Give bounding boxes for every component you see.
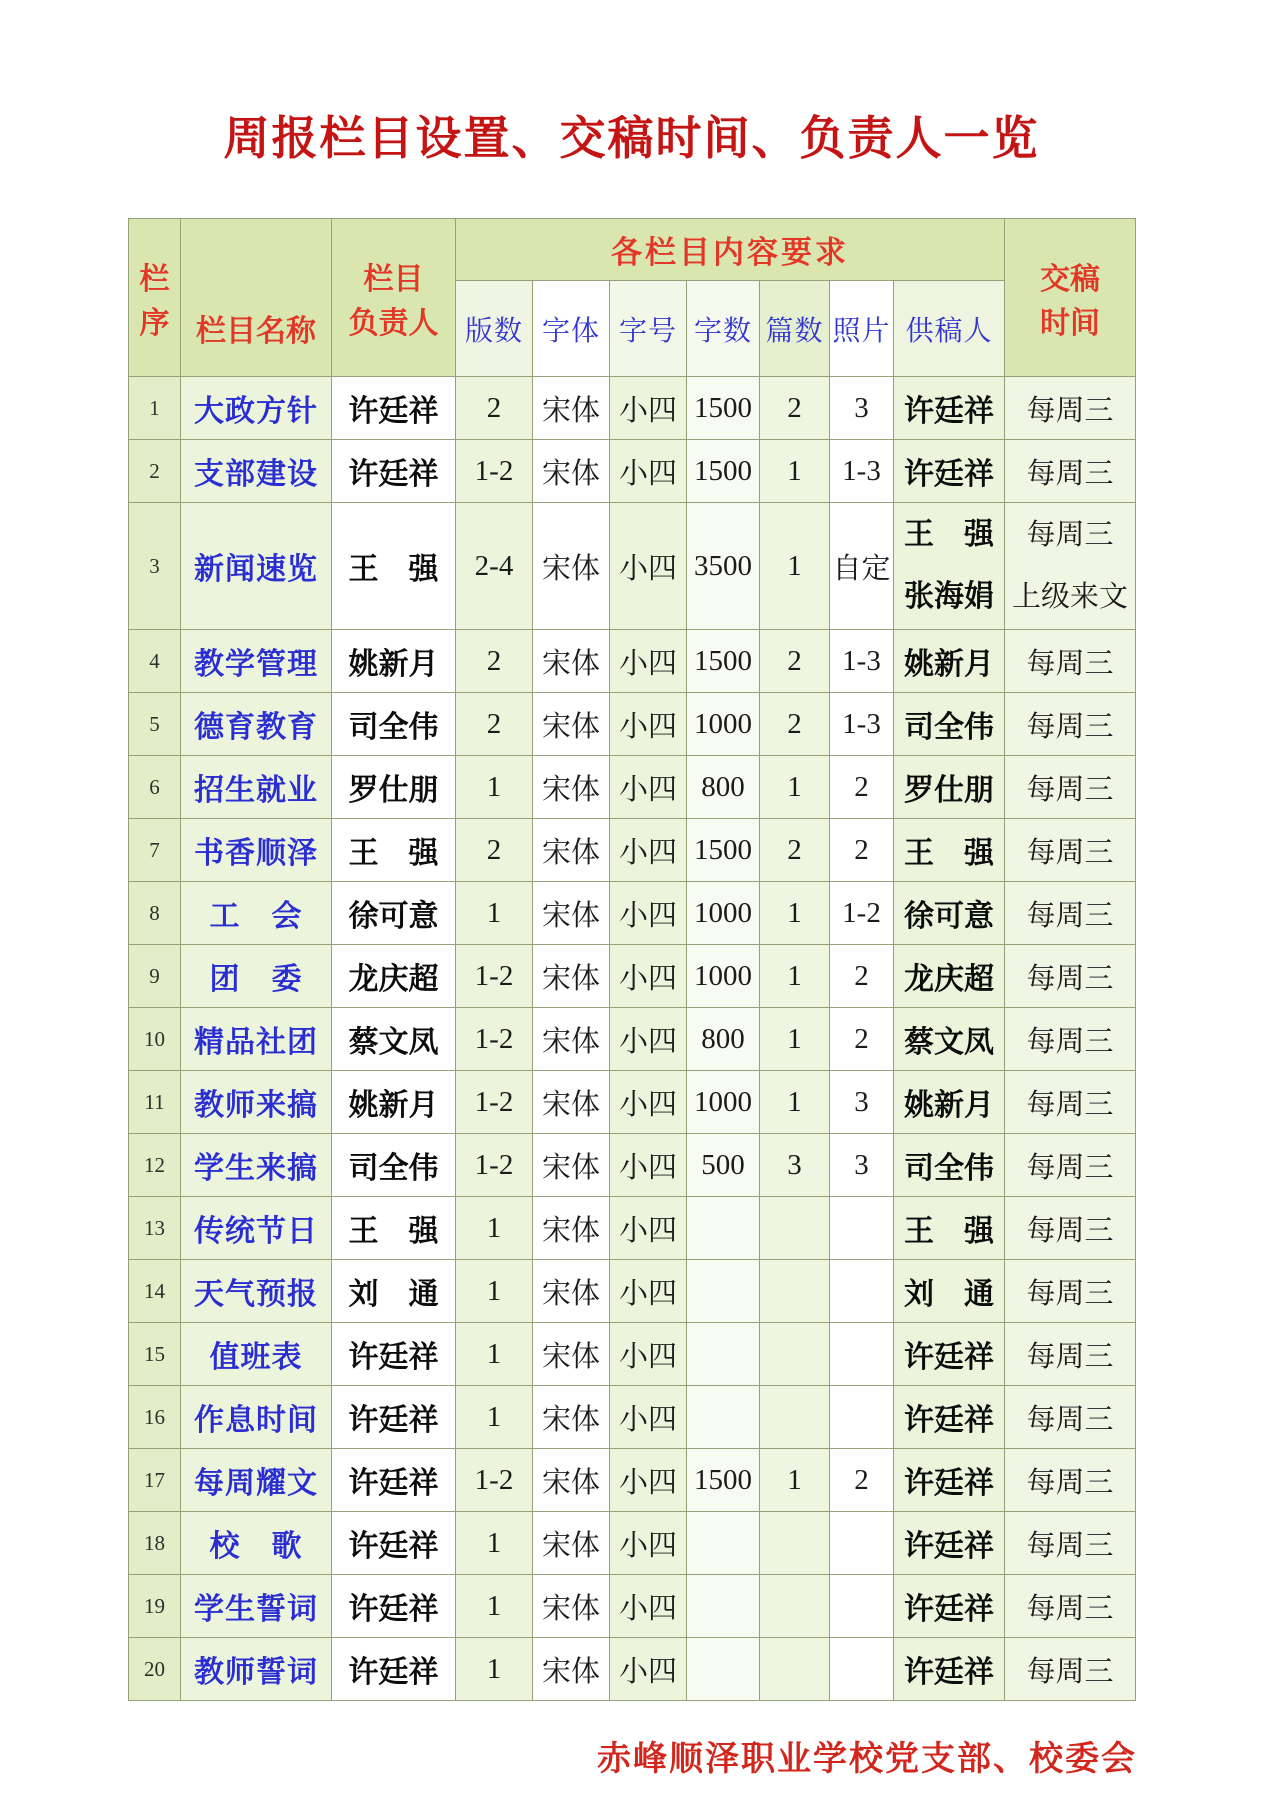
cell-no: 11	[129, 1071, 181, 1134]
cell-lead: 徐可意	[332, 882, 456, 945]
cell-no: 18	[129, 1512, 181, 1575]
cell-deadline: 每周三	[1005, 1575, 1136, 1638]
cell-name: 新闻速览	[181, 503, 332, 630]
cell-font: 宋体	[533, 1575, 610, 1638]
cell-pages: 1-2	[456, 945, 533, 1008]
cell-no: 2	[129, 440, 181, 503]
cell-articles: 2	[760, 693, 830, 756]
cell-photos: 3	[830, 377, 894, 440]
cell-name: 校 歌	[181, 1512, 332, 1575]
cell-contributor: 姚新月	[894, 630, 1005, 693]
cell-words: 3500	[687, 503, 760, 630]
cell-lead: 许廷祥	[332, 1638, 456, 1701]
cell-articles	[760, 1512, 830, 1575]
cell-size: 小四	[610, 945, 687, 1008]
column-order-header	[129, 219, 181, 377]
cell-size: 小四	[610, 1638, 687, 1701]
cell-pages: 1-2	[456, 1134, 533, 1197]
cell-deadline: 每周三	[1005, 1134, 1136, 1197]
cell-contributor: 许廷祥	[894, 1575, 1005, 1638]
cell-articles	[760, 1197, 830, 1260]
cell-contributor: 姚新月	[894, 1071, 1005, 1134]
cell-photos: 1-3	[830, 630, 894, 693]
cell-photos: 2	[830, 945, 894, 1008]
sub-header-size: 字号	[610, 281, 687, 377]
cell-deadline: 每周三	[1005, 1008, 1136, 1071]
cell-font: 宋体	[533, 1197, 610, 1260]
cell-pages: 1	[456, 882, 533, 945]
cell-no: 8	[129, 882, 181, 945]
cell-font: 宋体	[533, 882, 610, 945]
cell-words	[687, 1575, 760, 1638]
cell-size: 小四	[610, 1260, 687, 1323]
cell-name: 作息时间	[181, 1386, 332, 1449]
cell-font: 宋体	[533, 1449, 610, 1512]
cell-name: 大政方针	[181, 377, 332, 440]
cell-deadline: 每周三	[1005, 819, 1136, 882]
table-row	[129, 1071, 1136, 1134]
cell-name: 德育教育	[181, 693, 332, 756]
cell-photos: 自定	[830, 503, 894, 630]
cell-no: 19	[129, 1575, 181, 1638]
cell-lead: 许廷祥	[332, 440, 456, 503]
cell-deadline: 每周三	[1005, 882, 1136, 945]
table-body	[129, 377, 1136, 1701]
cell-pages: 1	[456, 1386, 533, 1449]
cell-pages: 2	[456, 377, 533, 440]
column-name-header: 栏目名称	[181, 219, 332, 377]
cell-no: 13	[129, 1197, 181, 1260]
cell-contributor: 许廷祥	[894, 1386, 1005, 1449]
cell-deadline: 每周三	[1005, 1386, 1136, 1449]
cell-name: 精品社团	[181, 1008, 332, 1071]
deadline-line2: 时间	[1040, 305, 1101, 341]
table-row	[129, 1512, 1136, 1575]
cell-lead: 蔡文凤	[332, 1008, 456, 1071]
cell-lead: 许廷祥	[332, 1575, 456, 1638]
cell-font: 宋体	[533, 1260, 610, 1323]
cell-size: 小四	[610, 1386, 687, 1449]
cell-words: 1000	[687, 1071, 760, 1134]
content-requirements-header: 各栏目内容要求	[456, 219, 1005, 281]
cell-name: 教师誓词	[181, 1638, 332, 1701]
cell-name: 教学管理	[181, 630, 332, 693]
cell-size: 小四	[610, 377, 687, 440]
cell-pages: 1	[456, 1197, 533, 1260]
table-row	[129, 630, 1136, 693]
cell-lead: 罗仕朋	[332, 756, 456, 819]
cell-pages: 1-2	[456, 1449, 533, 1512]
cell-words	[687, 1638, 760, 1701]
cell-contributor: 许廷祥	[894, 440, 1005, 503]
sub-header-words: 字数	[687, 281, 760, 377]
cell-contributor: 许廷祥	[894, 1323, 1005, 1386]
cell-articles: 1	[760, 756, 830, 819]
cell-name: 教师来搞	[181, 1071, 332, 1134]
cell-font: 宋体	[533, 756, 610, 819]
cell-articles	[760, 1323, 830, 1386]
cell-pages: 1-2	[456, 1008, 533, 1071]
table-row	[129, 1638, 1136, 1701]
column-lead-header-text	[332, 254, 455, 342]
cell-words: 800	[687, 756, 760, 819]
cell-words: 1500	[687, 630, 760, 693]
cell-size: 小四	[610, 819, 687, 882]
cell-no: 7	[129, 819, 181, 882]
cell-deadline: 每周三	[1005, 440, 1136, 503]
cell-no: 1	[129, 377, 181, 440]
cell-photos: 1-3	[830, 440, 894, 503]
cell-words	[687, 1323, 760, 1386]
cell-words: 1500	[687, 1449, 760, 1512]
table-row	[129, 693, 1136, 756]
cell-words: 1000	[687, 945, 760, 1008]
deadline-line1: 交稿	[1040, 261, 1101, 297]
table-row	[129, 756, 1136, 819]
cell-font: 宋体	[533, 1134, 610, 1197]
cell-size: 小四	[610, 1008, 687, 1071]
sub-header-pages: 版数	[456, 281, 533, 377]
cell-contributor-line1: 王 强	[904, 517, 994, 552]
cell-articles: 1	[760, 1008, 830, 1071]
cell-name: 学生誓词	[181, 1575, 332, 1638]
cell-contributor: 罗仕朋	[894, 756, 1005, 819]
cell-size: 小四	[610, 630, 687, 693]
cell-lead: 姚新月	[332, 630, 456, 693]
cell-pages: 2	[456, 693, 533, 756]
sub-header-font: 字体	[533, 281, 610, 377]
cell-photos: 1-2	[830, 882, 894, 945]
cell-photos	[830, 1575, 894, 1638]
cell-pages: 1	[456, 1260, 533, 1323]
cell-name: 天气预报	[181, 1260, 332, 1323]
table-row	[129, 1197, 1136, 1260]
cell-font: 宋体	[533, 1512, 610, 1575]
cell-name: 传统节日	[181, 1197, 332, 1260]
cell-articles	[760, 1575, 830, 1638]
table-row	[129, 882, 1136, 945]
footer-signature: 赤峰顺泽职业学校党支部、校委会	[597, 1739, 1137, 1779]
cell-lead: 许廷祥	[332, 1512, 456, 1575]
table-row	[129, 1008, 1136, 1071]
cell-size: 小四	[610, 1197, 687, 1260]
table-row	[129, 1323, 1136, 1386]
cell-no: 10	[129, 1008, 181, 1071]
cell-font: 宋体	[533, 1638, 610, 1701]
cell-pages: 1	[456, 1575, 533, 1638]
deadline-header-text	[1005, 254, 1135, 342]
cell-photos: 2	[830, 756, 894, 819]
cell-no: 4	[129, 630, 181, 693]
cell-lead: 王 强	[332, 819, 456, 882]
table-row	[129, 1134, 1136, 1197]
cell-name: 招生就业	[181, 756, 332, 819]
cell-articles: 1	[760, 1071, 830, 1134]
weekly-report-table	[128, 218, 1136, 1701]
cell-words: 1500	[687, 819, 760, 882]
cell-contributor: 王 强	[894, 1197, 1005, 1260]
cell-pages: 2	[456, 630, 533, 693]
table-row	[129, 503, 1136, 630]
table-row	[129, 440, 1136, 503]
table-row	[129, 945, 1136, 1008]
cell-deadline: 每周三	[1005, 1323, 1136, 1386]
cell-contributor: 许廷祥	[894, 1512, 1005, 1575]
cell-articles	[760, 1638, 830, 1701]
table-row	[129, 1575, 1136, 1638]
cell-name: 团 委	[181, 945, 332, 1008]
table-header	[129, 219, 1136, 377]
cell-words	[687, 1260, 760, 1323]
cell-words	[687, 1197, 760, 1260]
cell-words: 1500	[687, 440, 760, 503]
cell-deadline: 每周三	[1005, 693, 1136, 756]
cell-font: 宋体	[533, 819, 610, 882]
cell-lead: 王 强	[332, 503, 456, 630]
cell-font: 宋体	[533, 693, 610, 756]
cell-no: 15	[129, 1323, 181, 1386]
cell-no: 20	[129, 1638, 181, 1701]
column-order-line1: 栏	[139, 261, 170, 297]
cell-lead: 司全伟	[332, 1134, 456, 1197]
cell-lead: 王 强	[332, 1197, 456, 1260]
cell-lead: 司全伟	[332, 693, 456, 756]
table-row	[129, 819, 1136, 882]
cell-lead: 许廷祥	[332, 1386, 456, 1449]
column-order-line2: 序	[139, 305, 170, 341]
deadline-header	[1005, 219, 1136, 377]
cell-photos	[830, 1260, 894, 1323]
cell-size: 小四	[610, 1071, 687, 1134]
cell-articles: 1	[760, 503, 830, 630]
cell-photos	[830, 1323, 894, 1386]
cell-pages: 1	[456, 756, 533, 819]
cell-deadline: 每周三	[1005, 1512, 1136, 1575]
cell-size: 小四	[610, 1323, 687, 1386]
sub-header-photos: 照片	[830, 281, 894, 377]
cell-articles	[760, 1386, 830, 1449]
cell-articles: 1	[760, 882, 830, 945]
cell-photos	[830, 1197, 894, 1260]
column-lead-line2: 负责人	[348, 305, 439, 341]
cell-no: 6	[129, 756, 181, 819]
cell-photos: 3	[830, 1134, 894, 1197]
cell-photos: 1-3	[830, 693, 894, 756]
cell-lead: 姚新月	[332, 1071, 456, 1134]
cell-pages: 1-2	[456, 1071, 533, 1134]
cell-size: 小四	[610, 1575, 687, 1638]
cell-articles	[760, 1260, 830, 1323]
cell-size: 小四	[610, 756, 687, 819]
cell-deadline: 每周三	[1005, 1260, 1136, 1323]
cell-no: 3	[129, 503, 181, 630]
cell-no: 14	[129, 1260, 181, 1323]
table-row	[129, 1386, 1136, 1449]
cell-photos	[830, 1638, 894, 1701]
cell-deadline: 每周三	[1005, 1449, 1136, 1512]
cell-font: 宋体	[533, 1071, 610, 1134]
cell-contributor: 许廷祥	[894, 1449, 1005, 1512]
cell-lead: 许廷祥	[332, 1449, 456, 1512]
cell-words: 800	[687, 1008, 760, 1071]
cell-name: 书香顺泽	[181, 819, 332, 882]
cell-words	[687, 1386, 760, 1449]
cell-contributor	[894, 503, 1005, 630]
page-title: 周报栏目设置、交稿时间、负责人一览	[223, 111, 1040, 165]
cell-lead: 许廷祥	[332, 377, 456, 440]
cell-deadline	[1005, 503, 1136, 630]
cell-deadline: 每周三	[1005, 630, 1136, 693]
cell-deadline: 每周三	[1005, 1071, 1136, 1134]
cell-font: 宋体	[533, 440, 610, 503]
column-lead-line1: 栏目	[363, 261, 424, 297]
cell-size: 小四	[610, 1134, 687, 1197]
cell-size: 小四	[610, 1449, 687, 1512]
cell-deadline: 每周三	[1005, 1638, 1136, 1701]
cell-photos	[830, 1386, 894, 1449]
cell-contributor: 蔡文凤	[894, 1008, 1005, 1071]
cell-contributor: 许廷祥	[894, 377, 1005, 440]
cell-font: 宋体	[533, 377, 610, 440]
cell-pages: 1	[456, 1323, 533, 1386]
cell-font: 宋体	[533, 630, 610, 693]
cell-name: 每周耀文	[181, 1449, 332, 1512]
column-lead-header	[332, 219, 456, 377]
cell-words	[687, 1512, 760, 1575]
cell-articles: 1	[760, 945, 830, 1008]
cell-articles: 2	[760, 819, 830, 882]
cell-deadline: 每周三	[1005, 1197, 1136, 1260]
cell-size: 小四	[610, 440, 687, 503]
cell-photos: 2	[830, 1449, 894, 1512]
cell-font: 宋体	[533, 1008, 610, 1071]
cell-no: 9	[129, 945, 181, 1008]
cell-deadline-line1: 每周三	[1026, 519, 1114, 551]
cell-contributor: 徐可意	[894, 882, 1005, 945]
cell-lead: 刘 通	[332, 1260, 456, 1323]
cell-contributor-line2: 张海娟	[904, 579, 994, 614]
cell-contributor: 王 强	[894, 819, 1005, 882]
cell-words: 1000	[687, 693, 760, 756]
cell-photos: 3	[830, 1071, 894, 1134]
cell-words: 500	[687, 1134, 760, 1197]
table-row	[129, 377, 1136, 440]
cell-no: 5	[129, 693, 181, 756]
cell-deadline: 每周三	[1005, 756, 1136, 819]
cell-lead: 许廷祥	[332, 1323, 456, 1386]
cell-no: 12	[129, 1134, 181, 1197]
cell-articles: 2	[760, 630, 830, 693]
cell-words: 1000	[687, 882, 760, 945]
sub-header-contributor: 供稿人	[894, 281, 1005, 377]
cell-no: 16	[129, 1386, 181, 1449]
cell-pages: 1-2	[456, 440, 533, 503]
cell-size: 小四	[610, 693, 687, 756]
cell-size: 小四	[610, 882, 687, 945]
column-order-header-text	[129, 254, 180, 342]
cell-size: 小四	[610, 503, 687, 630]
cell-contributor: 许廷祥	[894, 1638, 1005, 1701]
cell-articles: 2	[760, 377, 830, 440]
cell-pages: 2	[456, 819, 533, 882]
cell-photos	[830, 1512, 894, 1575]
cell-name: 值班表	[181, 1323, 332, 1386]
cell-articles: 1	[760, 440, 830, 503]
cell-photos: 2	[830, 1008, 894, 1071]
cell-size: 小四	[610, 1512, 687, 1575]
cell-contributor: 刘 通	[894, 1260, 1005, 1323]
cell-no: 17	[129, 1449, 181, 1512]
cell-deadline: 每周三	[1005, 945, 1136, 1008]
cell-name: 学生来搞	[181, 1134, 332, 1197]
cell-font: 宋体	[533, 503, 610, 630]
sub-header-articles: 篇数	[760, 281, 830, 377]
cell-articles: 3	[760, 1134, 830, 1197]
cell-words: 1500	[687, 377, 760, 440]
cell-deadline: 每周三	[1005, 377, 1136, 440]
cell-contributor: 司全伟	[894, 1134, 1005, 1197]
cell-contributor: 龙庆超	[894, 945, 1005, 1008]
cell-photos: 2	[830, 819, 894, 882]
cell-font: 宋体	[533, 945, 610, 1008]
table-row	[129, 1449, 1136, 1512]
cell-font: 宋体	[533, 1323, 610, 1386]
cell-pages: 2-4	[456, 503, 533, 630]
cell-name: 工 会	[181, 882, 332, 945]
cell-name: 支部建设	[181, 440, 332, 503]
cell-pages: 1	[456, 1638, 533, 1701]
cell-lead: 龙庆超	[332, 945, 456, 1008]
cell-font: 宋体	[533, 1386, 610, 1449]
cell-deadline-line2: 上级来文	[1012, 581, 1129, 613]
table-row	[129, 1260, 1136, 1323]
cell-pages: 1	[456, 1512, 533, 1575]
cell-contributor: 司全伟	[894, 693, 1005, 756]
cell-articles: 1	[760, 1449, 830, 1512]
